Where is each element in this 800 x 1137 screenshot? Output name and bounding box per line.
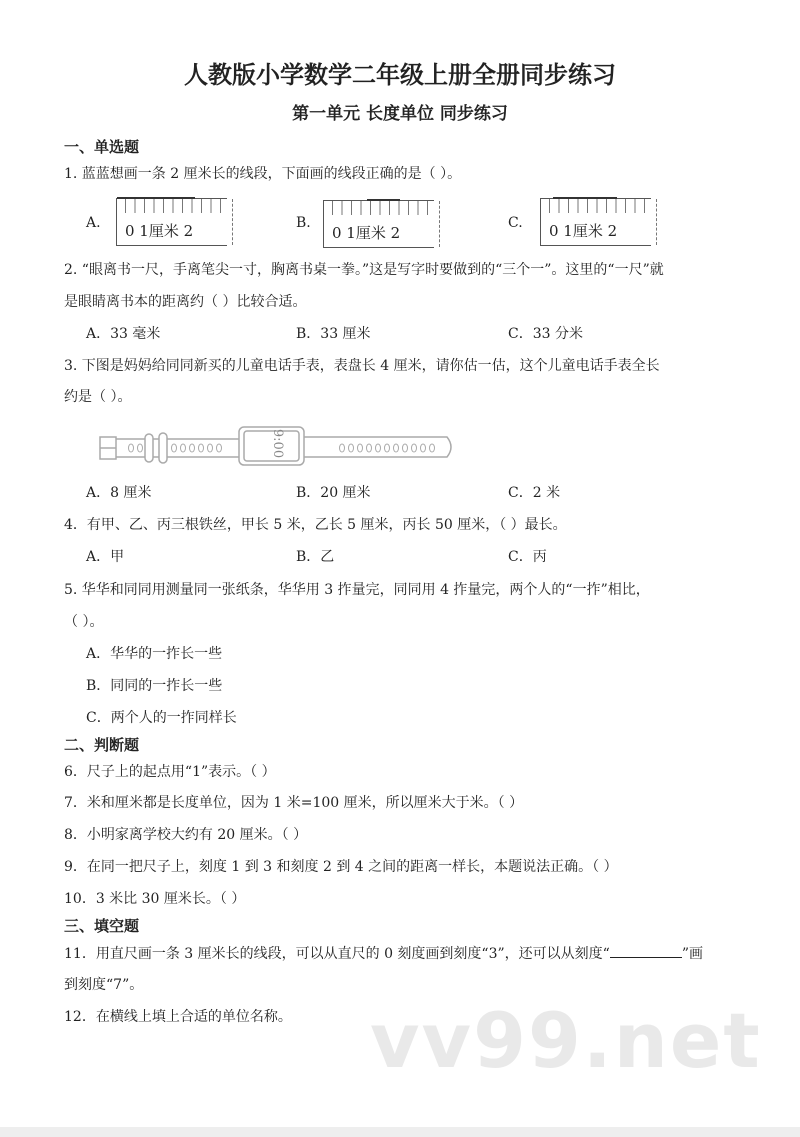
ruler-label: 0 1厘米 2	[125, 222, 194, 240]
question-12: 12．在横线上填上合适的单位名称。	[64, 1009, 292, 1025]
question-4: 4．有甲、乙、丙三根铁丝，甲长 5 米，乙长 5 厘米，丙长 50 厘米，（ ）最长。	[64, 517, 567, 533]
section-heading: 二、判断题	[64, 736, 140, 754]
page-bottom-edge	[0, 1127, 800, 1137]
option-c: C．丙	[508, 549, 547, 565]
option-b: B.	[296, 215, 311, 231]
option-b: B．同同的一拃长一些	[86, 678, 223, 694]
question-5: 5. 华华和同同用测量同一张纸条，华华用 3 拃量完，同同用 4 拃量完，两个人的“一拃”相比，	[64, 582, 650, 598]
doc-title: 人教版小学数学二年级上册全册同步练习	[184, 61, 616, 89]
ruler-label: 0 1厘米 2	[549, 222, 618, 240]
option-c: C．33 分米	[508, 326, 583, 342]
ruler-label: 0 1厘米 2	[332, 224, 401, 242]
option-a: A．甲	[86, 549, 125, 565]
watch-image	[97, 425, 457, 467]
question-11-cont: 到刻度“7”。	[64, 977, 144, 993]
ruler-image-b	[323, 200, 434, 248]
question-8: 8．小明家离学校大约有 20 厘米。（ ）	[64, 827, 308, 843]
question-5-cont: （ ）。	[64, 614, 104, 630]
option-b: B．33 厘米	[296, 326, 371, 342]
question-2-cont: 是眼睛离书本的距离约（ ）比较合适。	[64, 294, 307, 310]
section-heading: 一、单选题	[64, 138, 140, 156]
watch-time: 9:00	[270, 428, 286, 459]
ruler-image-c	[540, 198, 651, 246]
option-c: C．2 米	[508, 485, 561, 501]
option-b: B．20 厘米	[296, 485, 371, 501]
question-11-text: 11．用直尺画一条 3 厘米长的线段，可以从直尺的 0 刻度画到刻度“3”，还可以从刻度“	[64, 946, 610, 962]
watermark: vv99.net	[370, 996, 762, 1085]
question-9: 9．在同一把尺子上，刻度 1 到 3 和刻度 2 到 4 之间的距离一样长，本题说法正确。（ ）	[64, 859, 618, 875]
question-7: 7．米和厘米都是长度单位，因为 1 米=100 厘米，所以厘米大于米。（ ）	[64, 795, 524, 811]
question-10: 10．3 米比 30 厘米长。（ ）	[64, 891, 246, 907]
question-3: 3. 下图是妈妈给同同新买的儿童电话手表，表盘长 4 厘米，请你估一估，这个儿童电话手表全长	[64, 358, 660, 374]
option-c: C．两个人的一拃同样长	[86, 710, 237, 726]
section-heading: 三、填空题	[64, 917, 140, 935]
question-1: 1. 蓝蓝想画一条 2 厘米长的线段，下面画的线段正确的是（ ）。	[64, 166, 462, 182]
question-11	[64, 943, 703, 964]
answer-blank[interactable]	[610, 943, 682, 958]
option-b: B．乙	[296, 549, 335, 565]
option-c: C.	[508, 215, 523, 231]
doc-subtitle: 第一单元 长度单位 同步练习	[292, 104, 508, 124]
question-2: 2. “眼离书一尺，手离笔尖一寸，胸离书桌一拳。”这是写字时要做到的“三个一”。这里的“一尺”就	[64, 262, 664, 278]
ruler-image-a	[116, 198, 227, 246]
option-a: A．8 厘米	[86, 485, 152, 501]
option-a: A.	[86, 215, 101, 231]
option-a: A．33 毫米	[86, 326, 161, 342]
option-a: A．华华的一拃长一些	[86, 646, 223, 662]
question-3-cont: 约是（ ）。	[64, 389, 132, 405]
question-6: 6．尺子上的起点用“1”表示。（ ）	[64, 764, 276, 780]
question-11-text-end: ”画	[681, 946, 703, 962]
